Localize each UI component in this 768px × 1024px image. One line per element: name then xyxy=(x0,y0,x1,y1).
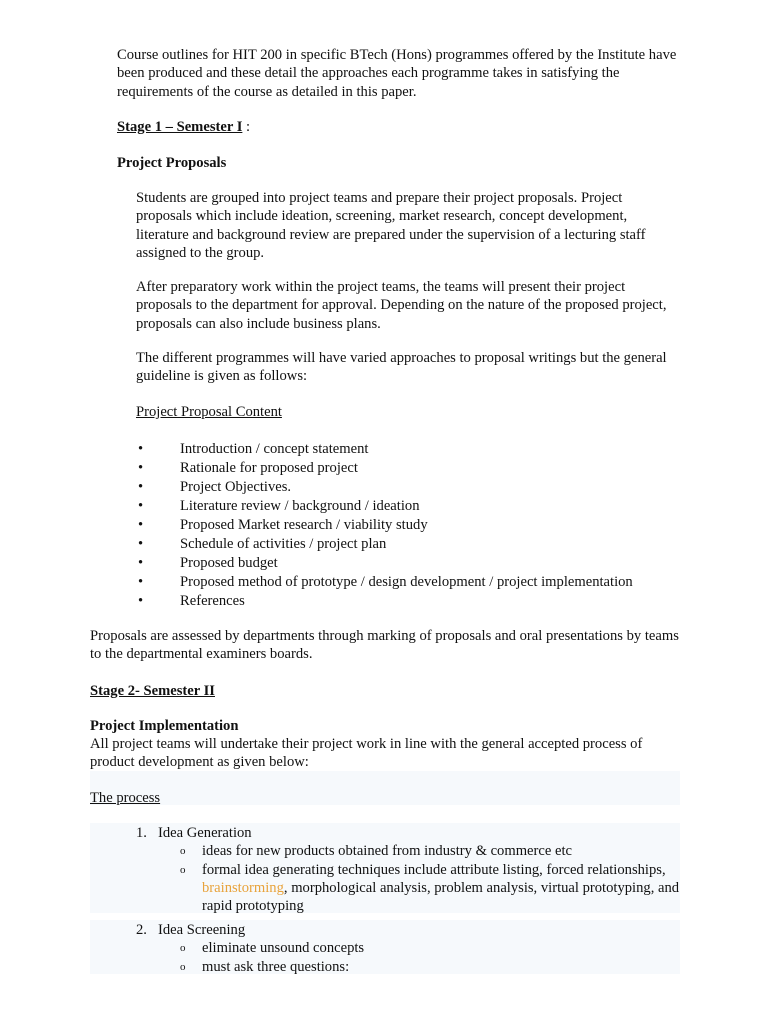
list-item xyxy=(136,554,696,573)
circle-bullet-icon: o xyxy=(180,960,186,973)
implementation-intro: All project teams will undertake their project work in line with the general accepted process of product development as given below: xyxy=(90,736,643,771)
list-item-text: Literature review / background / ideation xyxy=(180,498,420,514)
proposal-paragraph-1: Students are grouped into project teams and prepare their project proposals. Project proposals which include ideation, screening, market research, concept development, literature and background review are prepared under the supervision of a lecturing staff assigned to the group. xyxy=(136,190,646,261)
process-heading: The process xyxy=(90,790,161,806)
sub-point-text: must ask three questions: xyxy=(202,958,350,975)
list-item-text: Proposed Market research / viability study xyxy=(180,517,428,533)
proposal-content-heading: Project Proposal Content xyxy=(136,404,282,420)
list-item-text: Proposed method of prototype / design development / project implementation xyxy=(180,574,633,590)
list-item xyxy=(136,497,696,516)
list-item xyxy=(136,573,696,592)
shade-band xyxy=(90,771,680,805)
project-implementation-heading: Project Implementation xyxy=(90,718,239,734)
assessment-paragraph: Proposals are assessed by departments through marking of proposals and oral presentations by teams to the departmental examiners boards. xyxy=(90,628,679,663)
stage1-heading-line xyxy=(117,118,250,136)
list-item-text: Introduction / concept statement xyxy=(180,441,369,457)
step-number: 1. xyxy=(136,825,147,841)
sub-point xyxy=(180,842,681,860)
circle-bullet-icon: o xyxy=(180,863,186,876)
sub-point-text: ideas for new products obtained from industry & commerce etc xyxy=(202,843,572,860)
list-item-text: References xyxy=(180,593,245,609)
list-item xyxy=(136,535,696,554)
proposal-paragraph-2: After preparatory work within the project teams, the teams will present their project proposals to the department for approval. Depending on the nature of the proposed project, proposals can also include business plans. xyxy=(136,279,667,332)
sub-point-text: formal idea generating techniques include attribute listing, forced relationships, xyxy=(202,861,666,878)
highlighted-term: brainstorming xyxy=(202,879,284,896)
sub-point-text: , morphological analysis, problem analysis, virtual prototyping, and rapid prototyping xyxy=(202,879,680,915)
list-item xyxy=(136,478,696,497)
process-step xyxy=(136,921,681,976)
sub-point xyxy=(180,861,681,916)
sub-point-text: eliminate unsound concepts xyxy=(202,940,365,957)
circle-bullet-icon: o xyxy=(180,845,186,858)
list-item xyxy=(136,592,696,611)
step-title: Idea Generation xyxy=(158,825,252,841)
intro-paragraph: Course outlines for HIT 200 in specific BTech (Hons) programmes offered by the Institute have been produced and these detail the approaches each programme takes in satisfying the requirements of the course as detailed in this paper. xyxy=(117,47,677,100)
stage2-heading: Stage 2- Semester II xyxy=(90,683,215,699)
stage1-heading-colon: : xyxy=(242,119,251,135)
list-item-text: Schedule of activities / project plan xyxy=(180,536,387,552)
list-item-text: Rationale for proposed project xyxy=(180,460,358,476)
stage1-heading: Stage 1 – Semester I xyxy=(117,119,243,135)
step-title: Idea Screening xyxy=(158,922,246,938)
process-step xyxy=(136,824,681,915)
circle-bullet-icon: o xyxy=(180,942,186,955)
sub-point xyxy=(180,958,681,976)
project-proposals-heading: Project Proposals xyxy=(117,155,227,171)
list-item-text: Project Objectives. xyxy=(180,479,292,495)
list-item xyxy=(136,516,696,535)
list-item-text: Proposed budget xyxy=(180,555,278,571)
proposal-content-list xyxy=(136,440,696,611)
sub-point xyxy=(180,939,681,957)
proposal-paragraph-3: The different programmes will have varied approaches to proposal writings but the general guideline is given as follows: xyxy=(136,350,667,385)
list-item xyxy=(136,459,696,478)
step-number: 2. xyxy=(136,922,147,938)
list-item xyxy=(136,440,696,459)
